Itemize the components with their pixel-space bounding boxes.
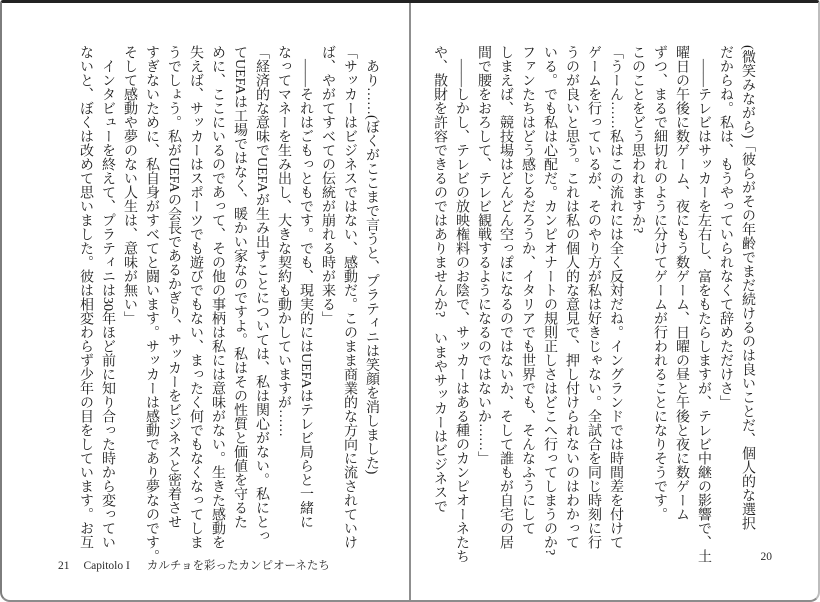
- text-column: ないと、ぼくは改めて思いました。彼は相変わらず少年の目をしています。お互: [78, 45, 93, 549]
- text-column: そして感動や夢のない人生は、意味が無い」: [122, 45, 137, 325]
- text-column: ――それはごもっともです。でも、現実的にはUEFAはテレビ局らと一緒に: [298, 59, 313, 529]
- right-page-text-block: [428, 45, 758, 569]
- text-column: 「経済的な意味でUEFAが生み出すことについては、私は関心がない。私にとっ: [254, 45, 269, 543]
- text-column: 「うーん……私はこの流れには全く反対だね。イングランドでは時間差を付けて: [608, 45, 623, 549]
- right-page-number: 20: [760, 551, 772, 563]
- text-column: 「サッカーはビジネスではない、感動だ。このまま商業的な方向に流されていけ: [342, 45, 357, 549]
- text-column: いる。でも私は心配だ。カンピオナートの規則正しさはどこへ行ってしまうのか?: [542, 45, 557, 556]
- text-column: 間で腰をおろして、テレビ観戦するようになるのではないか……」: [476, 45, 491, 465]
- text-column: うでしょう。私がUEFAの会長であるかぎり、サッカーをビジネスと密着させ: [166, 45, 181, 529]
- text-column: や、散財を許容できるのではありませんか? いまやサッカーはビジネスで: [432, 45, 447, 514]
- text-column: (微笑みながら)「彼らがその年齢でまだ続けるのは良いことだ、個人的な選択: [740, 45, 755, 531]
- chapter-label: Capitolo I: [83, 560, 130, 572]
- text-column: このことをどう思われますか?: [630, 45, 645, 234]
- text-column: めに、ここにいるのであって、その他の事柄は私には意味がない。生きた感動を: [210, 45, 225, 549]
- left-page-footer: [58, 557, 330, 573]
- text-column: だからね。私は、もうやっていられなくて辞めただけさ」: [718, 45, 733, 409]
- text-column: ば、やがてすべての伝統が崩れる時が来る」: [320, 45, 335, 325]
- text-column: なってマネーを生み出し、大きな契約も動かしていますが……: [276, 45, 291, 437]
- text-column: ――テレビはサッカーを左右し、富をもたらしますが、テレビ中継の影響で、土: [696, 59, 711, 563]
- text-column: てUEFAは工場ではなく、暖かい家なのですよ。私はその性質と価値を守るた: [232, 45, 247, 529]
- text-column: ファンたちはどう感じるだろうか、イタリアでも世界でも、そんなふうにして: [520, 45, 535, 535]
- text-column: しまえば、競技場はどんどん空っぽになるのではないか、そして誰もが自宅の居: [498, 45, 513, 549]
- text-column: 失えば、サッカーはスポーツでも遊びでもない、まったく何でもなくなってしま: [188, 45, 203, 549]
- text-column: うのが良いと思う。これは私の個人的な意見で、押し付けられないのはわかって: [564, 45, 579, 549]
- text-column: すぎないために、私自身がすべてと闘います。サッカーは感動であり夢なのです。: [144, 45, 159, 563]
- text-column: ゲームを行っているが、そのやり方が私は好きじゃない。全試合を同じ時刻に行: [586, 45, 601, 549]
- right-page-footer: [761, 551, 773, 563]
- text-column: ――しかし、テレビの放映権料のお陰で、サッカーはある種のカンピオーネたち: [454, 59, 469, 563]
- text-column: 曜日の午後に数ゲーム、夜にもう数ゲーム、日曜の昼と午後と夜に数ゲーム: [674, 45, 689, 521]
- text-column: ずつ、まるで細切れのように分けてゲームが行われることになりそうです。: [652, 45, 667, 521]
- left-page-text-block: [74, 45, 382, 569]
- left-page-number: 21: [58, 560, 70, 572]
- text-column: インタビューを終えて、プラティニは30年ほど前に知り合った時から変ってい: [100, 59, 115, 549]
- text-column: あり……(ぼくがここまで言うと、プラティニは笑顔を消しました): [364, 59, 379, 475]
- left-page: [2, 3, 409, 600]
- chapter-title: カルチョを彩ったカンピオーネたち: [146, 560, 330, 572]
- right-page: [411, 3, 818, 600]
